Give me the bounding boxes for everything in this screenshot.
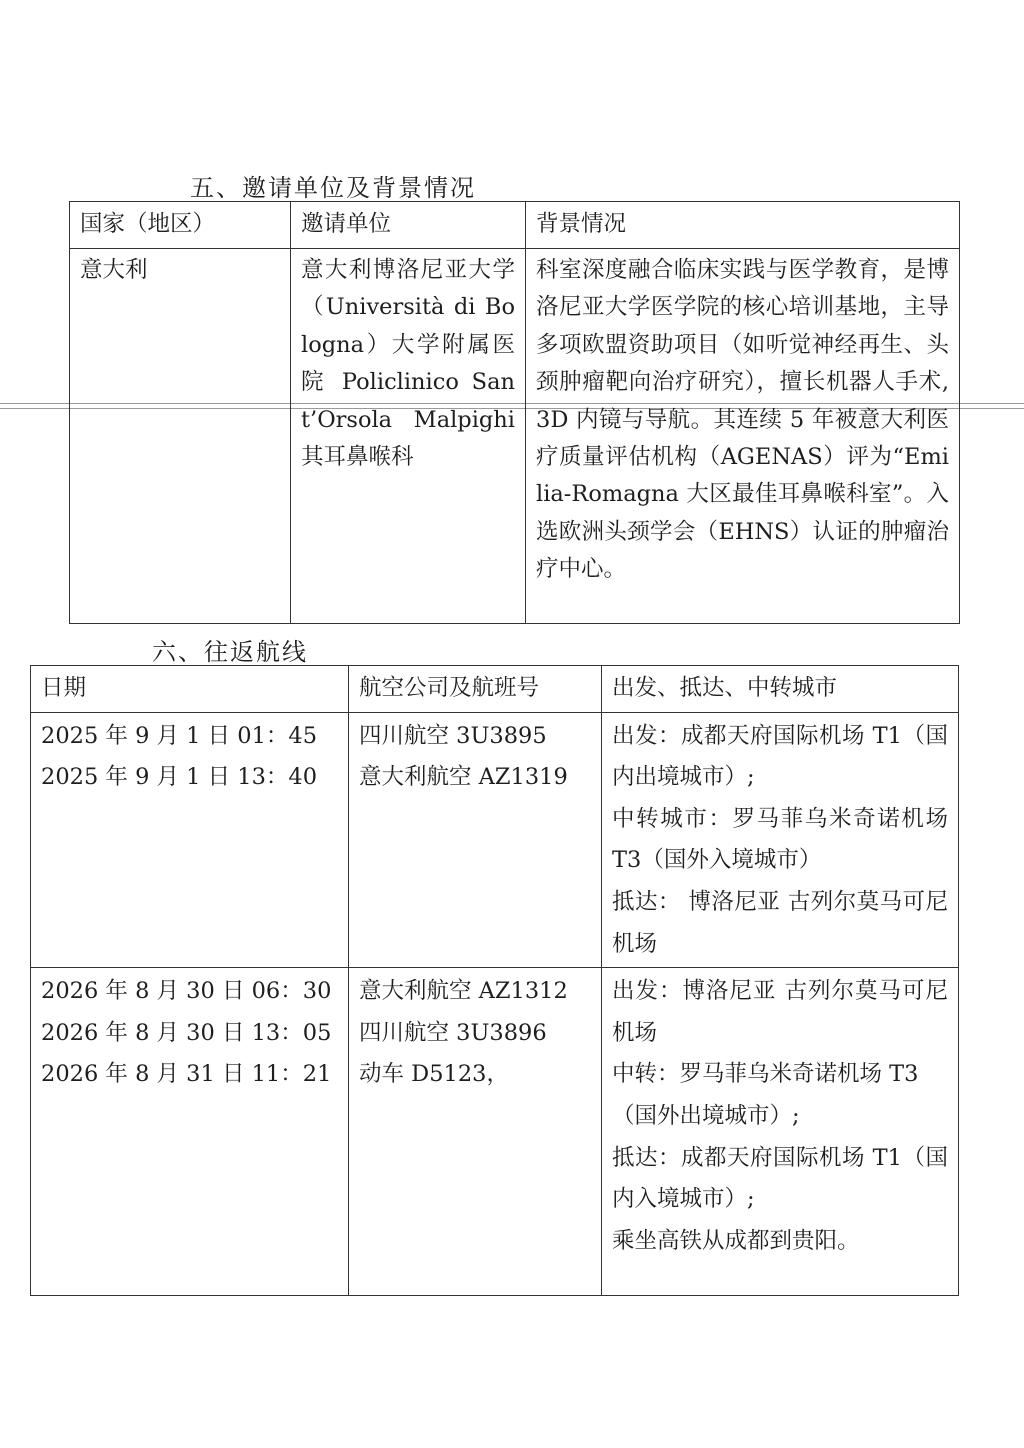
table-row [31, 968, 959, 1296]
date-cell [31, 968, 349, 1296]
route-line: 中转：罗马菲乌米奇诺机场 T3 [612, 1061, 919, 1088]
header-country: 国家（地区） [70, 202, 291, 249]
route-line: （国外出境城市）; [612, 1102, 800, 1129]
table-row [31, 712, 959, 968]
header-background: 背景情况 [526, 202, 960, 249]
flight-line: 四川航空 3U3895 [359, 722, 547, 749]
flight-line: 意大利航空 AZ1319 [359, 764, 568, 791]
route-line: 抵达：成都天府国际机场 T1（国内入境城市）; [612, 1144, 948, 1213]
route-cell [602, 712, 959, 968]
flight-line: 动车 D5123， [359, 1061, 509, 1088]
date-line: 2026 年 8 月 31 日 11：21 [41, 1061, 332, 1088]
route-line: 乘坐高铁从成都到贵阳。 [612, 1227, 860, 1254]
route-line: 抵达： 博洛尼亚 古列尔莫马可尼机场 [612, 888, 948, 957]
route-cell [602, 968, 959, 1296]
flight-cell [349, 968, 602, 1296]
invitation-header-row [70, 202, 960, 249]
inviter-cell: 意大利博洛尼亚大学（Università di Bologna）大学附属医院 Policlinico Sant’Orsola Malpighi 其耳鼻喉科 [291, 249, 526, 624]
country-cell: 意大利 [70, 249, 291, 624]
invitation-table [69, 201, 960, 624]
invitation-row [70, 249, 960, 624]
flight-line: 四川航空 3U3896 [359, 1019, 547, 1046]
route-line: 出发：成都天府国际机场 T1（国内出境城市）; [612, 722, 948, 791]
section-5-title: 五、邀请单位及背景情况 [190, 174, 476, 202]
flight-header-row [31, 666, 959, 713]
background-cell: 科室深度融合临床实践与医学教育，是博洛尼亚大学医学院的核心培训基地，主导多项欧盟资助项目（如听觉神经再生、头颈肿瘤靶向治疗研究），擅长机器人手术,3D 内镜与导航。其连续 5 年被意大利医疗质量评估机构（AGENAS）评为“Emilia-Romagna 大区最佳耳鼻喉科室”。入选欧洲头颈学会（EHNS）认证的肿瘤治疗中心。 [526, 249, 960, 624]
flight-table [30, 665, 959, 1296]
header-date: 日期 [31, 666, 349, 713]
date-line: 2026 年 8 月 30 日 06：30 [41, 978, 332, 1005]
section-6-title: 六、往返航线 [152, 638, 308, 666]
date-line: 2026 年 8 月 30 日 13：05 [41, 1019, 332, 1046]
route-line: 出发：博洛尼亚 古列尔莫马可尼机场 [612, 978, 948, 1046]
route-line: 中转城市：罗马菲乌米奇诺机场 T3（国外入境城市） [612, 805, 948, 874]
date-line: 2025 年 9 月 1 日 01：45 [41, 722, 318, 749]
header-route: 出发、抵达、中转城市 [602, 666, 959, 713]
flight-line: 意大利航空 AZ1312 [359, 978, 568, 1005]
header-flight: 航空公司及航班号 [349, 666, 602, 713]
date-line: 2025 年 9 月 1 日 13：40 [41, 764, 318, 791]
header-inviter: 邀请单位 [291, 202, 526, 249]
flight-cell [349, 712, 602, 968]
date-cell [31, 712, 349, 968]
